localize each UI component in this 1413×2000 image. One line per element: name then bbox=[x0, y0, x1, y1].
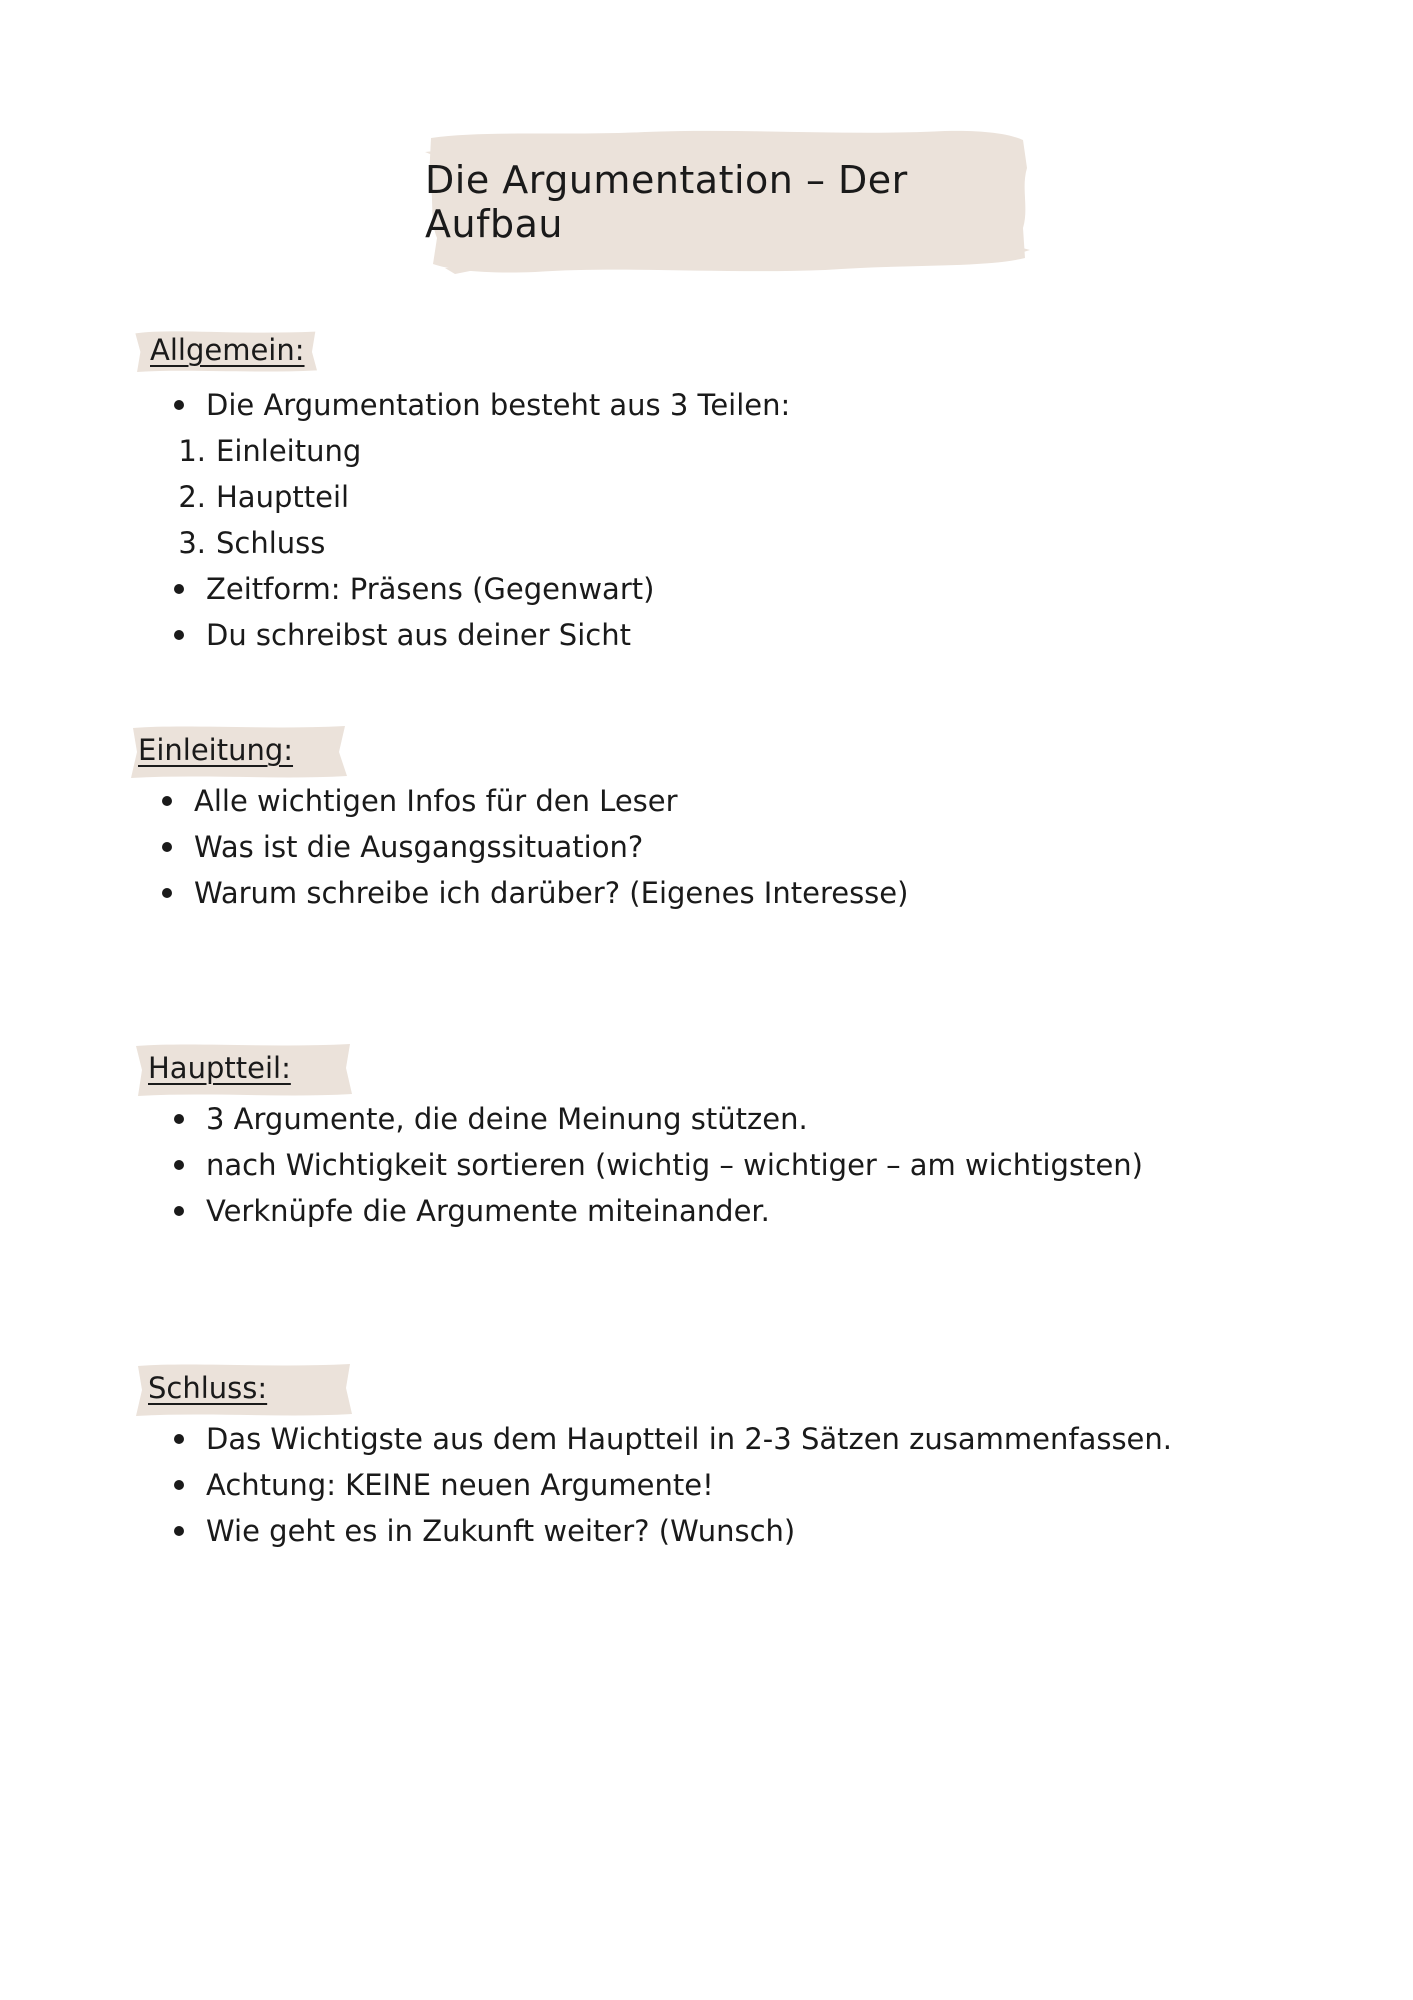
section-allgemein bbox=[132, 322, 790, 658]
list-item bbox=[132, 1416, 1172, 1462]
heading-schluss: Schluss: bbox=[148, 1371, 268, 1405]
bullet-icon bbox=[174, 1160, 184, 1170]
list-number: 2. bbox=[178, 480, 206, 514]
list-item bbox=[132, 1188, 1143, 1234]
section-hauptteil bbox=[132, 1040, 1143, 1234]
list-item-text: Wie geht es in Zukunft weiter? (Wunsch) bbox=[206, 1514, 796, 1548]
heading-einleitung: Einleitung: bbox=[138, 733, 294, 767]
list-item-text: 3 Argumente, die deine Meinung stützen. bbox=[206, 1102, 808, 1136]
bullet-icon bbox=[174, 1206, 184, 1216]
list-item-text: Warum schreibe ich darüber? (Eigenes Interesse) bbox=[194, 876, 909, 910]
list-item bbox=[122, 824, 908, 870]
list-item bbox=[132, 612, 790, 658]
list-number: 1. bbox=[178, 434, 206, 468]
list-item-text: Zeitform: Präsens (Gegenwart) bbox=[206, 572, 655, 606]
list-number: 3. bbox=[178, 526, 206, 560]
list-item-text: Achtung: KEINE neuen Argumente! bbox=[206, 1468, 714, 1502]
list-item bbox=[132, 382, 790, 428]
list-item bbox=[132, 566, 790, 612]
bullet-icon bbox=[174, 1114, 184, 1124]
list-item bbox=[132, 1096, 1143, 1142]
bullet-icon bbox=[174, 400, 184, 410]
page-title: Die Argumentation – Der Aufbau bbox=[425, 158, 908, 246]
list-item-text: Einleitung bbox=[216, 434, 362, 468]
section-schluss bbox=[132, 1360, 1172, 1554]
numbered-item bbox=[132, 474, 790, 520]
bullet-icon bbox=[162, 842, 172, 852]
heading-schluss-wrap bbox=[132, 1360, 267, 1418]
heading-hauptteil: Hauptteil: bbox=[148, 1051, 291, 1085]
section-einleitung bbox=[122, 722, 908, 916]
numbered-item bbox=[132, 520, 790, 566]
heading-einleitung-wrap bbox=[122, 722, 293, 780]
heading-allgemein-wrap bbox=[132, 322, 305, 380]
list-item-text: nach Wichtigkeit sortieren (wichtig – wichtiger – am wichtigsten) bbox=[206, 1148, 1143, 1182]
list-item-text: Alle wichtigen Infos für den Leser bbox=[194, 784, 678, 818]
bullet-icon bbox=[174, 1526, 184, 1536]
bullet-icon bbox=[162, 888, 172, 898]
list-item bbox=[122, 870, 908, 916]
bullet-icon bbox=[174, 584, 184, 594]
bullet-icon bbox=[174, 1480, 184, 1490]
bullet-icon bbox=[174, 630, 184, 640]
list-item-text: Du schreibst aus deiner Sicht bbox=[206, 618, 631, 652]
list-item-text: Verknüpfe die Argumente miteinander. bbox=[206, 1194, 770, 1228]
list-item bbox=[132, 1462, 1172, 1508]
bullet-icon bbox=[174, 1434, 184, 1444]
list-item bbox=[132, 1508, 1172, 1554]
list-item bbox=[132, 1142, 1143, 1188]
list-item-text: Schluss bbox=[216, 526, 326, 560]
numbered-item bbox=[132, 428, 790, 474]
bullet-icon bbox=[162, 796, 172, 806]
list-item-text: Was ist die Ausgangssituation? bbox=[194, 830, 644, 864]
list-item-text: Die Argumentation besteht aus 3 Teilen: bbox=[206, 388, 791, 422]
list-item bbox=[122, 778, 908, 824]
list-item-text: Hauptteil bbox=[216, 480, 350, 514]
title-banner bbox=[425, 128, 1030, 276]
heading-hauptteil-wrap bbox=[132, 1040, 291, 1098]
list-item-text: Das Wichtigste aus dem Hauptteil in 2-3 Sätzen zusammenfassen. bbox=[206, 1422, 1172, 1456]
heading-allgemein: Allgemein: bbox=[150, 333, 305, 367]
